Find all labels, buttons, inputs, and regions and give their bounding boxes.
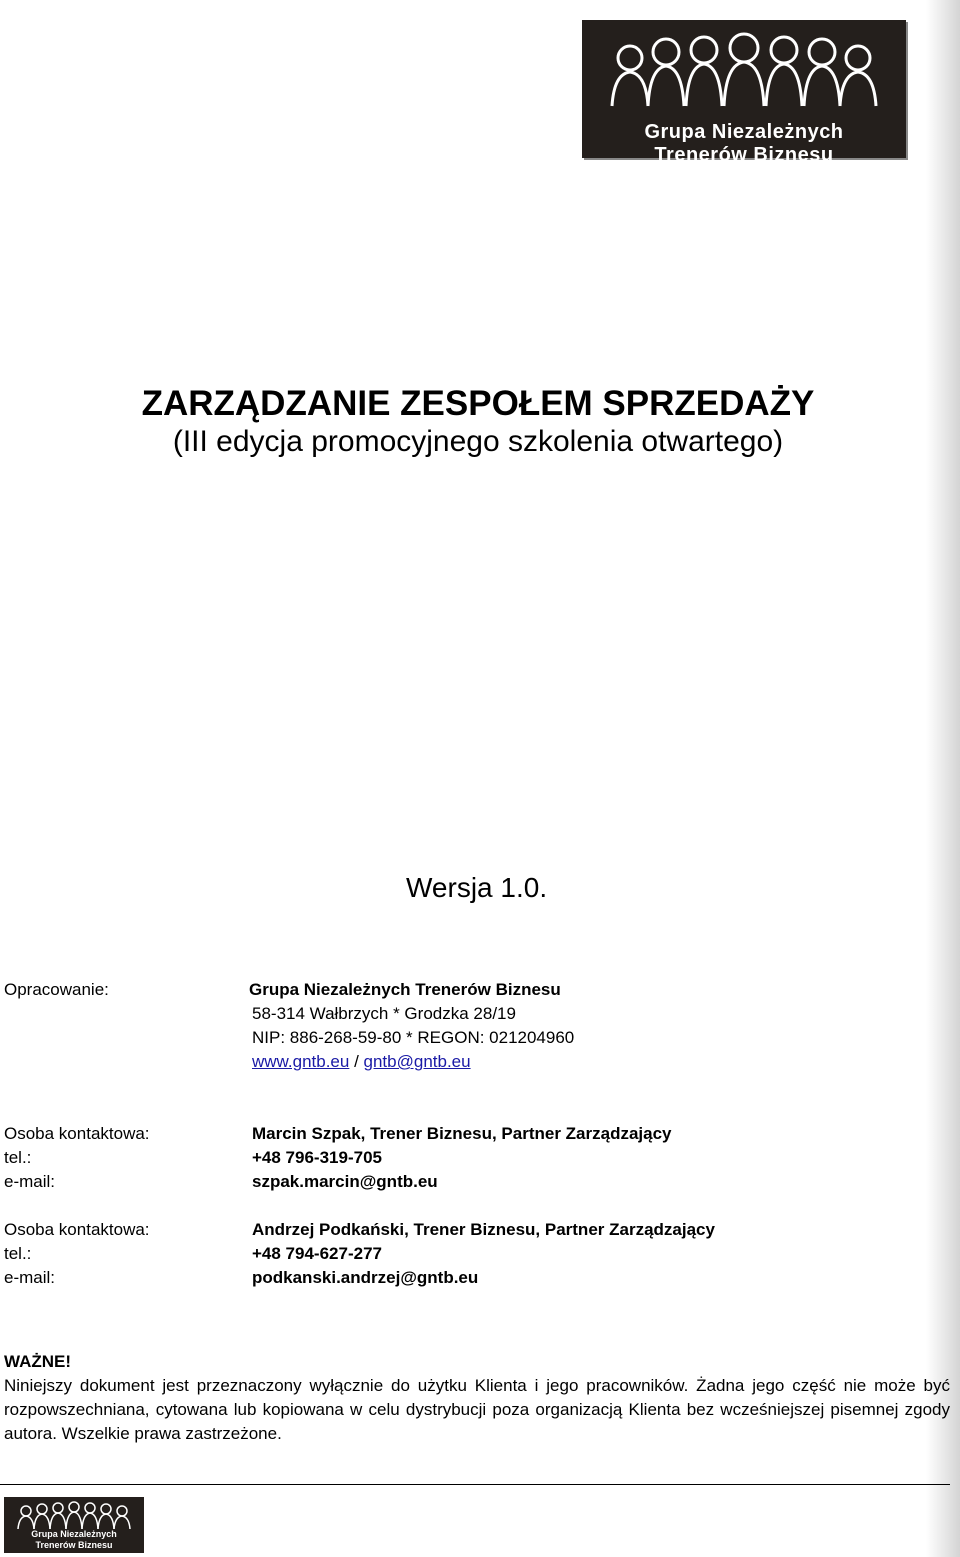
footer-logo xyxy=(4,1497,144,1553)
notice-title: WAŻNE! xyxy=(4,1352,72,1371)
people-silhouettes-icon xyxy=(16,1501,132,1529)
contact-2-name: Andrzej Podkański, Trener Biznesu, Partner Zarządzający xyxy=(252,1220,715,1239)
logo-line-1: Grupa Niezależnych xyxy=(644,121,844,143)
author-links xyxy=(252,1052,471,1072)
email-link[interactable]: gntb@gntb.eu xyxy=(363,1052,471,1071)
contact-1-email-label: e-mail: xyxy=(4,1172,56,1191)
document-version: Wersja 1.0. xyxy=(406,872,548,903)
notice-text: Niniejszy dokument jest przeznaczony wyłącznie do użytku Klienta i jego pracowników. Żadna jego część nie może być rozpowszechniana, cytowana lub kopiowana w celu dystrybucji poza organizacją Klienta bez wcześniejszej pisemnej zgody autora. Wszelkie prawa zastrzeżone. xyxy=(4,1376,950,1443)
contact-2-email-label: e-mail: xyxy=(4,1268,56,1287)
contact-2-tel-label: tel.: xyxy=(4,1244,32,1263)
footer-logo-line-2: Trenerów Biznesu xyxy=(35,1540,113,1550)
contact-1-label: Osoba kontaktowa: xyxy=(4,1124,150,1143)
document-subtitle: (III edycja promocyjnego szkolenia otwartego) xyxy=(172,425,784,458)
logo-line-2: Trenerów Biznesu xyxy=(654,144,834,166)
footer-logo-line-1: Grupa Niezależnych xyxy=(31,1529,117,1539)
author-label: Opracowanie: xyxy=(4,980,109,999)
contact-2-tel: +48 794-627-277 xyxy=(252,1244,382,1263)
document-title: ZARZĄDZANIE ZESPOŁEM SPRZEDAŻY xyxy=(141,384,815,423)
contact-1-email: szpak.marcin@gntb.eu xyxy=(252,1172,438,1191)
contact-1-tel-label: tel.: xyxy=(4,1148,32,1167)
contact-2-label: Osoba kontaktowa: xyxy=(4,1220,150,1239)
contact-2-email: podkanski.andrzej@gntb.eu xyxy=(252,1268,479,1287)
page-edge-gradient xyxy=(926,0,960,1557)
footer-divider xyxy=(0,1484,950,1485)
contact-1-tel: +48 796-319-705 xyxy=(252,1148,382,1167)
author-address: 58-314 Wałbrzych * Grodzka 28/19 xyxy=(252,1004,516,1023)
contact-1-name: Marcin Szpak, Trener Biznesu, Partner Zarządzający xyxy=(252,1124,672,1143)
website-link[interactable]: www.gntb.eu xyxy=(252,1052,350,1071)
author-name: Grupa Niezależnych Trenerów Biznesu xyxy=(249,980,561,999)
company-logo xyxy=(582,20,906,166)
people-silhouettes-icon xyxy=(608,28,880,108)
link-separator: / xyxy=(349,1052,364,1071)
author-ids: NIP: 886-268-59-80 * REGON: 021204960 xyxy=(252,1028,575,1047)
